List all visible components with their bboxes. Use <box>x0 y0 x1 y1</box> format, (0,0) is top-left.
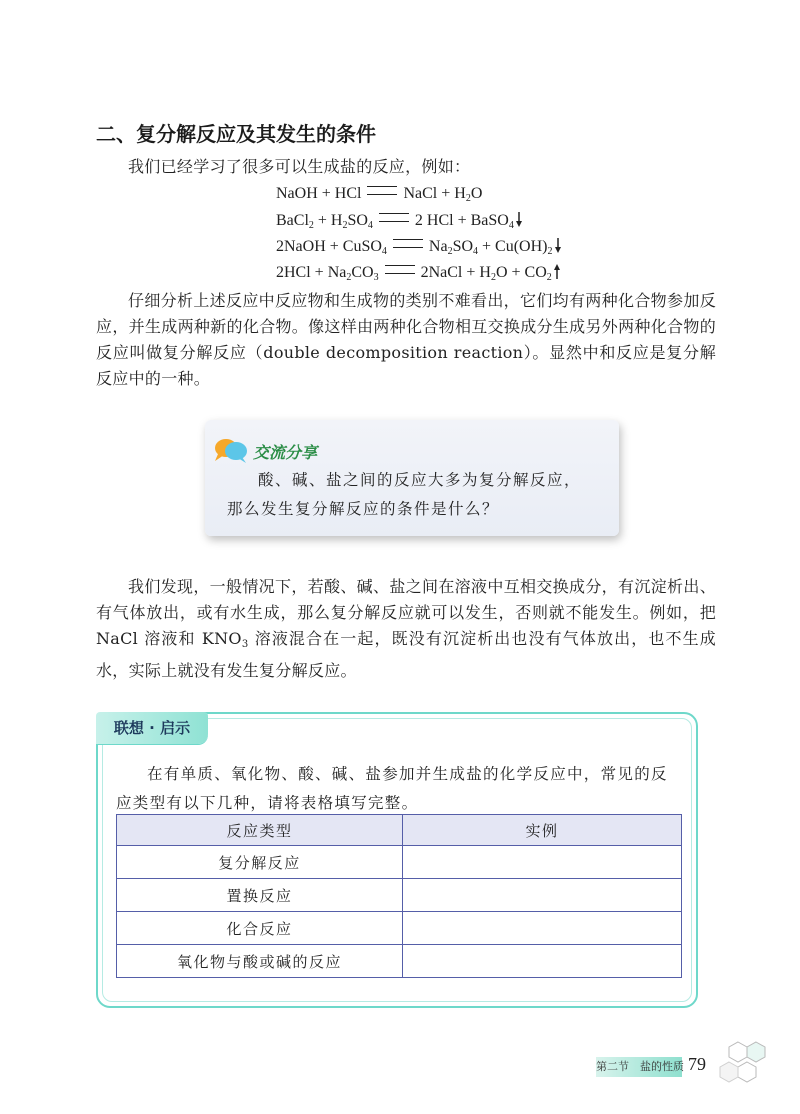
equation-2: BaCl$_2$ + $H_2SO_4$ 2 HCl + BaSO$_4$ <box>276 210 523 237</box>
table-header-type: 反应类型 <box>117 815 403 846</box>
table-cell-example[interactable] <box>403 912 682 945</box>
association-tab <box>96 712 208 744</box>
reaction-equals-sign <box>393 239 423 248</box>
table-row <box>117 945 682 978</box>
page-number: 79 <box>688 1054 706 1074</box>
reaction-equals-sign <box>367 186 397 195</box>
share-title: 交流分享 <box>253 443 318 462</box>
reaction-equals-sign <box>385 265 415 274</box>
table-row <box>117 879 682 912</box>
table-cell-type: 置换反应 <box>117 879 403 912</box>
table-header-example: 实例 <box>403 815 682 846</box>
analysis-paragraph: 仔细分析上述反应中反应物和生成物的类别不难看出，它们均有两种化合物参加反应，并生成两种新的化合物。像这样由两种化合物相互交换成分生成另外两种化合物的反应叫做复分解反应（double decomposition reaction）。显然中和反应是复分解反应中的一种。 <box>96 291 716 388</box>
intro-paragraph: 我们已经学习了很多可以生成盐的反应，例如： <box>128 157 471 176</box>
association-text: 在有单质、氧化物、酸、碱、盐参加并生成盐的化学反应中，常见的反应类型有以下几种，请将表格填写完整。 <box>116 765 668 812</box>
gas-arrow-icon <box>553 264 561 279</box>
table-row <box>117 912 682 945</box>
share-question: 酸、碱、盐之间的反应大多为复分解反应，那么发生复分解反应的条件是什么？ <box>227 471 582 518</box>
footer-section-bar <box>596 1057 682 1077</box>
precipitate-arrow-icon <box>515 212 523 227</box>
association-tab-label: 联想 · 启示 <box>113 719 191 737</box>
equation-3: 2NaOH + CuSO$_4$ $Na_2SO_4 + Cu(OH)_2$ <box>276 236 562 263</box>
conditions-paragraph: 我们发现，一般情况下，若酸、碱、盐之间在溶液中互相交换成分，有沉淀析出、有气体放出，或有水生成，那么复分解反应就可以发生，否则就不能发生。例如，把 NaCl 溶液和 $KNO_3$ 溶液混合在一起，既没有沉淀析出也没有气体放出，也不生成水，实际上就没有发生复分解反应。 <box>96 577 716 680</box>
precipitate-arrow-icon <box>554 238 562 253</box>
footer-section-label: 第二节 盐的性质 <box>596 1060 684 1073</box>
reaction-types-table <box>116 814 682 978</box>
table-cell-example[interactable] <box>403 879 682 912</box>
table-cell-type: 化合反应 <box>117 912 403 945</box>
table-header-row <box>117 815 682 846</box>
equation-4: $2HCl + Na_2CO_3$ 2NaCl + $H_2O + CO_2$ <box>276 262 561 289</box>
section-title: 二、复分解反应及其发生的条件 <box>96 122 376 146</box>
chat-bubbles-icon <box>213 436 251 466</box>
share-box <box>205 420 619 536</box>
table-cell-example[interactable] <box>403 945 682 978</box>
table-cell-type: 氧化物与酸或碱的反应 <box>117 945 403 978</box>
table-row <box>117 846 682 879</box>
table-cell-type: 复分解反应 <box>117 846 403 879</box>
equation-1: NaOH + HCl NaCl + $H_2O$ <box>276 185 483 204</box>
hexagon-decoration-icon <box>708 1038 768 1086</box>
reaction-equals-sign <box>379 213 409 222</box>
table-cell-example[interactable] <box>403 846 682 879</box>
